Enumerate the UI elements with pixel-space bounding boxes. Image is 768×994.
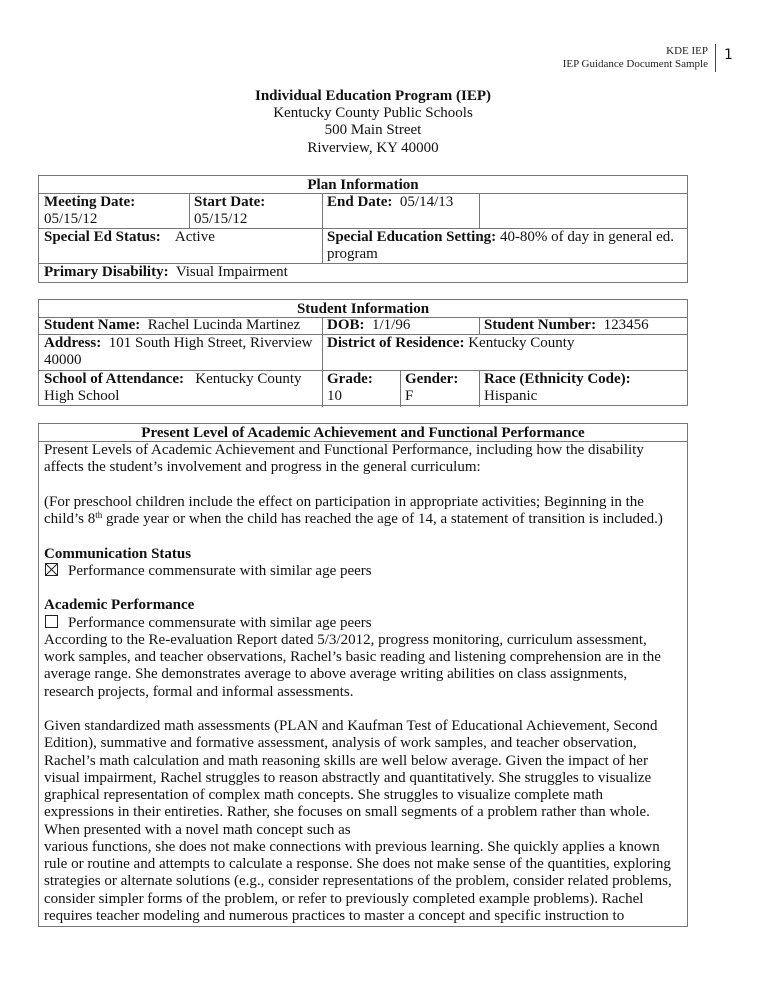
communication-checkbox-label: Performance commensurate with similar age peers xyxy=(68,562,372,579)
start-date-value: 05/15/12 xyxy=(194,211,248,228)
paragraph-line: average range. She demonstrates average to above average writing abilities on class assignments, xyxy=(44,666,628,683)
end-date-value: 05/14/13 xyxy=(399,194,454,210)
address-label: Address: xyxy=(44,335,102,351)
paragraph-line: work samples, and teacher observations, Rachel’s basic reading and listening comprehension are in the xyxy=(44,649,661,665)
grade-value: 10 xyxy=(327,388,342,405)
paragraph-line: expressions in their entireties. Rather, she focuses on small segments of a problem rather than whole. xyxy=(44,804,650,821)
paragraph-line: requires teacher modeling and numerous practices to master a concept and specific instruction to xyxy=(44,907,625,924)
student-number-cell xyxy=(479,317,654,334)
status-label: Special Ed Status: xyxy=(44,229,161,245)
paragraph-line: strategies or alternate solutions (e.g., consider representations of the problem, consider related problems, xyxy=(44,873,672,890)
plan-information-table xyxy=(38,175,688,283)
address-value-2: 40000 xyxy=(44,352,82,369)
race-value: Hispanic xyxy=(484,388,538,405)
academic-checkbox-row[interactable] xyxy=(39,615,687,632)
grade-label: Grade: xyxy=(327,371,373,387)
disability-value: Visual Impairment xyxy=(175,264,288,280)
intro-line: Present Levels of Academic Achievement and Functional Performance, including how the disability xyxy=(44,442,644,458)
header-line-2: IEP Guidance Document Sample xyxy=(562,57,708,70)
preschool-note-line xyxy=(39,511,687,528)
school-label: School of Attendance: xyxy=(44,371,184,387)
student-number-value: 123456 xyxy=(603,317,649,333)
student-name-label: Student Name: xyxy=(44,317,141,333)
dob-value: 1/1/96 xyxy=(372,317,411,333)
student-information-table xyxy=(38,299,688,406)
end-date-cell xyxy=(322,194,458,211)
present-level-body xyxy=(39,442,687,925)
gender-label: Gender: xyxy=(405,371,459,387)
unchecked-checkbox-icon[interactable] xyxy=(45,615,58,628)
paragraph-line: visual impairment, Rachel struggles to reason abstractly and quantitatively. She struggles to visualize xyxy=(44,769,652,786)
district-name: Kentucky County Public Schools xyxy=(273,105,473,122)
meeting-date-label: Meeting Date: xyxy=(44,194,136,210)
page-number: 1 xyxy=(715,44,733,72)
disability-cell xyxy=(39,264,293,281)
paragraph-line: consider simpler forms of the problem, or refer to previously completed example problems). Rachel xyxy=(44,890,644,907)
gender-value: F xyxy=(405,388,414,405)
end-date-label: End Date: xyxy=(327,194,393,210)
student-name-value: Rachel Lucinda Martinez xyxy=(147,317,301,333)
paragraph-line: Given standardized math assessments (PLAN and Kaufman Test of Educational Achievement, Second xyxy=(44,718,658,734)
paragraph-line: Edition), summative and formative assessment, analysis of work samples, and teacher observation, xyxy=(44,735,637,752)
communication-status-heading: Communication Status xyxy=(44,545,192,562)
paragraph-line: various functions, she does not make connections with previous learning. She quickly applies a known xyxy=(44,838,660,855)
setting-value-1: 40-80% of day in general ed. xyxy=(499,229,675,245)
paragraph-line: Rachel’s math calculation and math reasoning skills are well below average. Given the impact of her xyxy=(44,752,648,769)
district-city: Riverview, KY 40000 xyxy=(307,139,439,156)
dob-cell xyxy=(322,317,415,334)
academic-performance-heading: Academic Performance xyxy=(44,597,195,614)
gender-cell xyxy=(400,371,463,406)
meeting-date-cell xyxy=(39,194,140,229)
paragraph-line: When presented with a novel math concept such as xyxy=(44,821,351,838)
district-street: 500 Main Street xyxy=(324,122,422,139)
school-cell xyxy=(39,371,307,406)
document-title: Individual Education Program (IEP) xyxy=(254,88,491,104)
address-cell xyxy=(39,335,317,370)
paragraph-line: According to the Re-evaluation Report dated 5/3/2012, progress monitoring, curriculum assessment, xyxy=(44,631,647,648)
status-value: Active xyxy=(174,229,215,245)
disability-label: Primary Disability: xyxy=(44,264,169,280)
race-label: Race (Ethnicity Code): xyxy=(484,371,631,387)
paragraph-line: rule or routine and attempts to calculate a response. She does not make sense of the quantities, exploring xyxy=(44,856,671,872)
district-value: Kentucky County xyxy=(468,335,575,351)
checked-checkbox-icon[interactable] xyxy=(45,563,58,576)
grade-cell xyxy=(322,371,378,406)
note-text: child’s 8 xyxy=(44,511,96,527)
setting-cell xyxy=(322,229,679,264)
present-level-section xyxy=(38,423,688,927)
note-superscript: th xyxy=(95,510,103,520)
student-name-cell xyxy=(39,317,305,334)
meeting-date-value: 05/15/12 xyxy=(44,211,98,228)
district-label: District of Residence: xyxy=(327,335,465,351)
plan-information-heading: Plan Information xyxy=(307,177,419,193)
academic-checkbox-label: Performance commensurate with similar age peers xyxy=(68,614,372,631)
intro-line: affects the student’s involvement and progress in the general curriculum: xyxy=(44,459,481,476)
header-line-1: KDE IEP xyxy=(666,45,708,57)
student-information-heading: Student Information xyxy=(296,301,430,317)
district-cell xyxy=(322,335,579,352)
status-cell xyxy=(39,229,220,246)
preschool-note-line: (For preschool children include the effect on participation in appropriate activities; Beginning in the xyxy=(44,493,644,510)
school-value-2: High School xyxy=(44,388,120,405)
setting-label: Special Education Setting: xyxy=(327,229,497,245)
address-value-1: 101 South High Street, Riverview xyxy=(108,335,313,351)
note-text: grade year or when the child has reached the age of 14, a statement of transition is included.) xyxy=(102,511,663,527)
communication-checkbox-row[interactable] xyxy=(39,563,687,580)
setting-value-2: program xyxy=(327,246,378,263)
paragraph-line: graphical representation of complex math concepts. She struggles to visualize complete math xyxy=(44,787,603,803)
paragraph-line: research projects, formal and informal assessments. xyxy=(44,683,354,700)
school-value-1: Kentucky County xyxy=(195,371,302,387)
start-date-label: Start Date: xyxy=(194,194,266,210)
student-number-label: Student Number: xyxy=(484,317,597,333)
page-header xyxy=(563,45,708,70)
document-title-block xyxy=(38,88,708,157)
present-level-heading: Present Level of Academic Achievement and Functional Performance xyxy=(141,425,585,441)
start-date-cell xyxy=(189,194,270,229)
race-cell xyxy=(479,371,636,406)
dob-label: DOB: xyxy=(327,317,365,333)
